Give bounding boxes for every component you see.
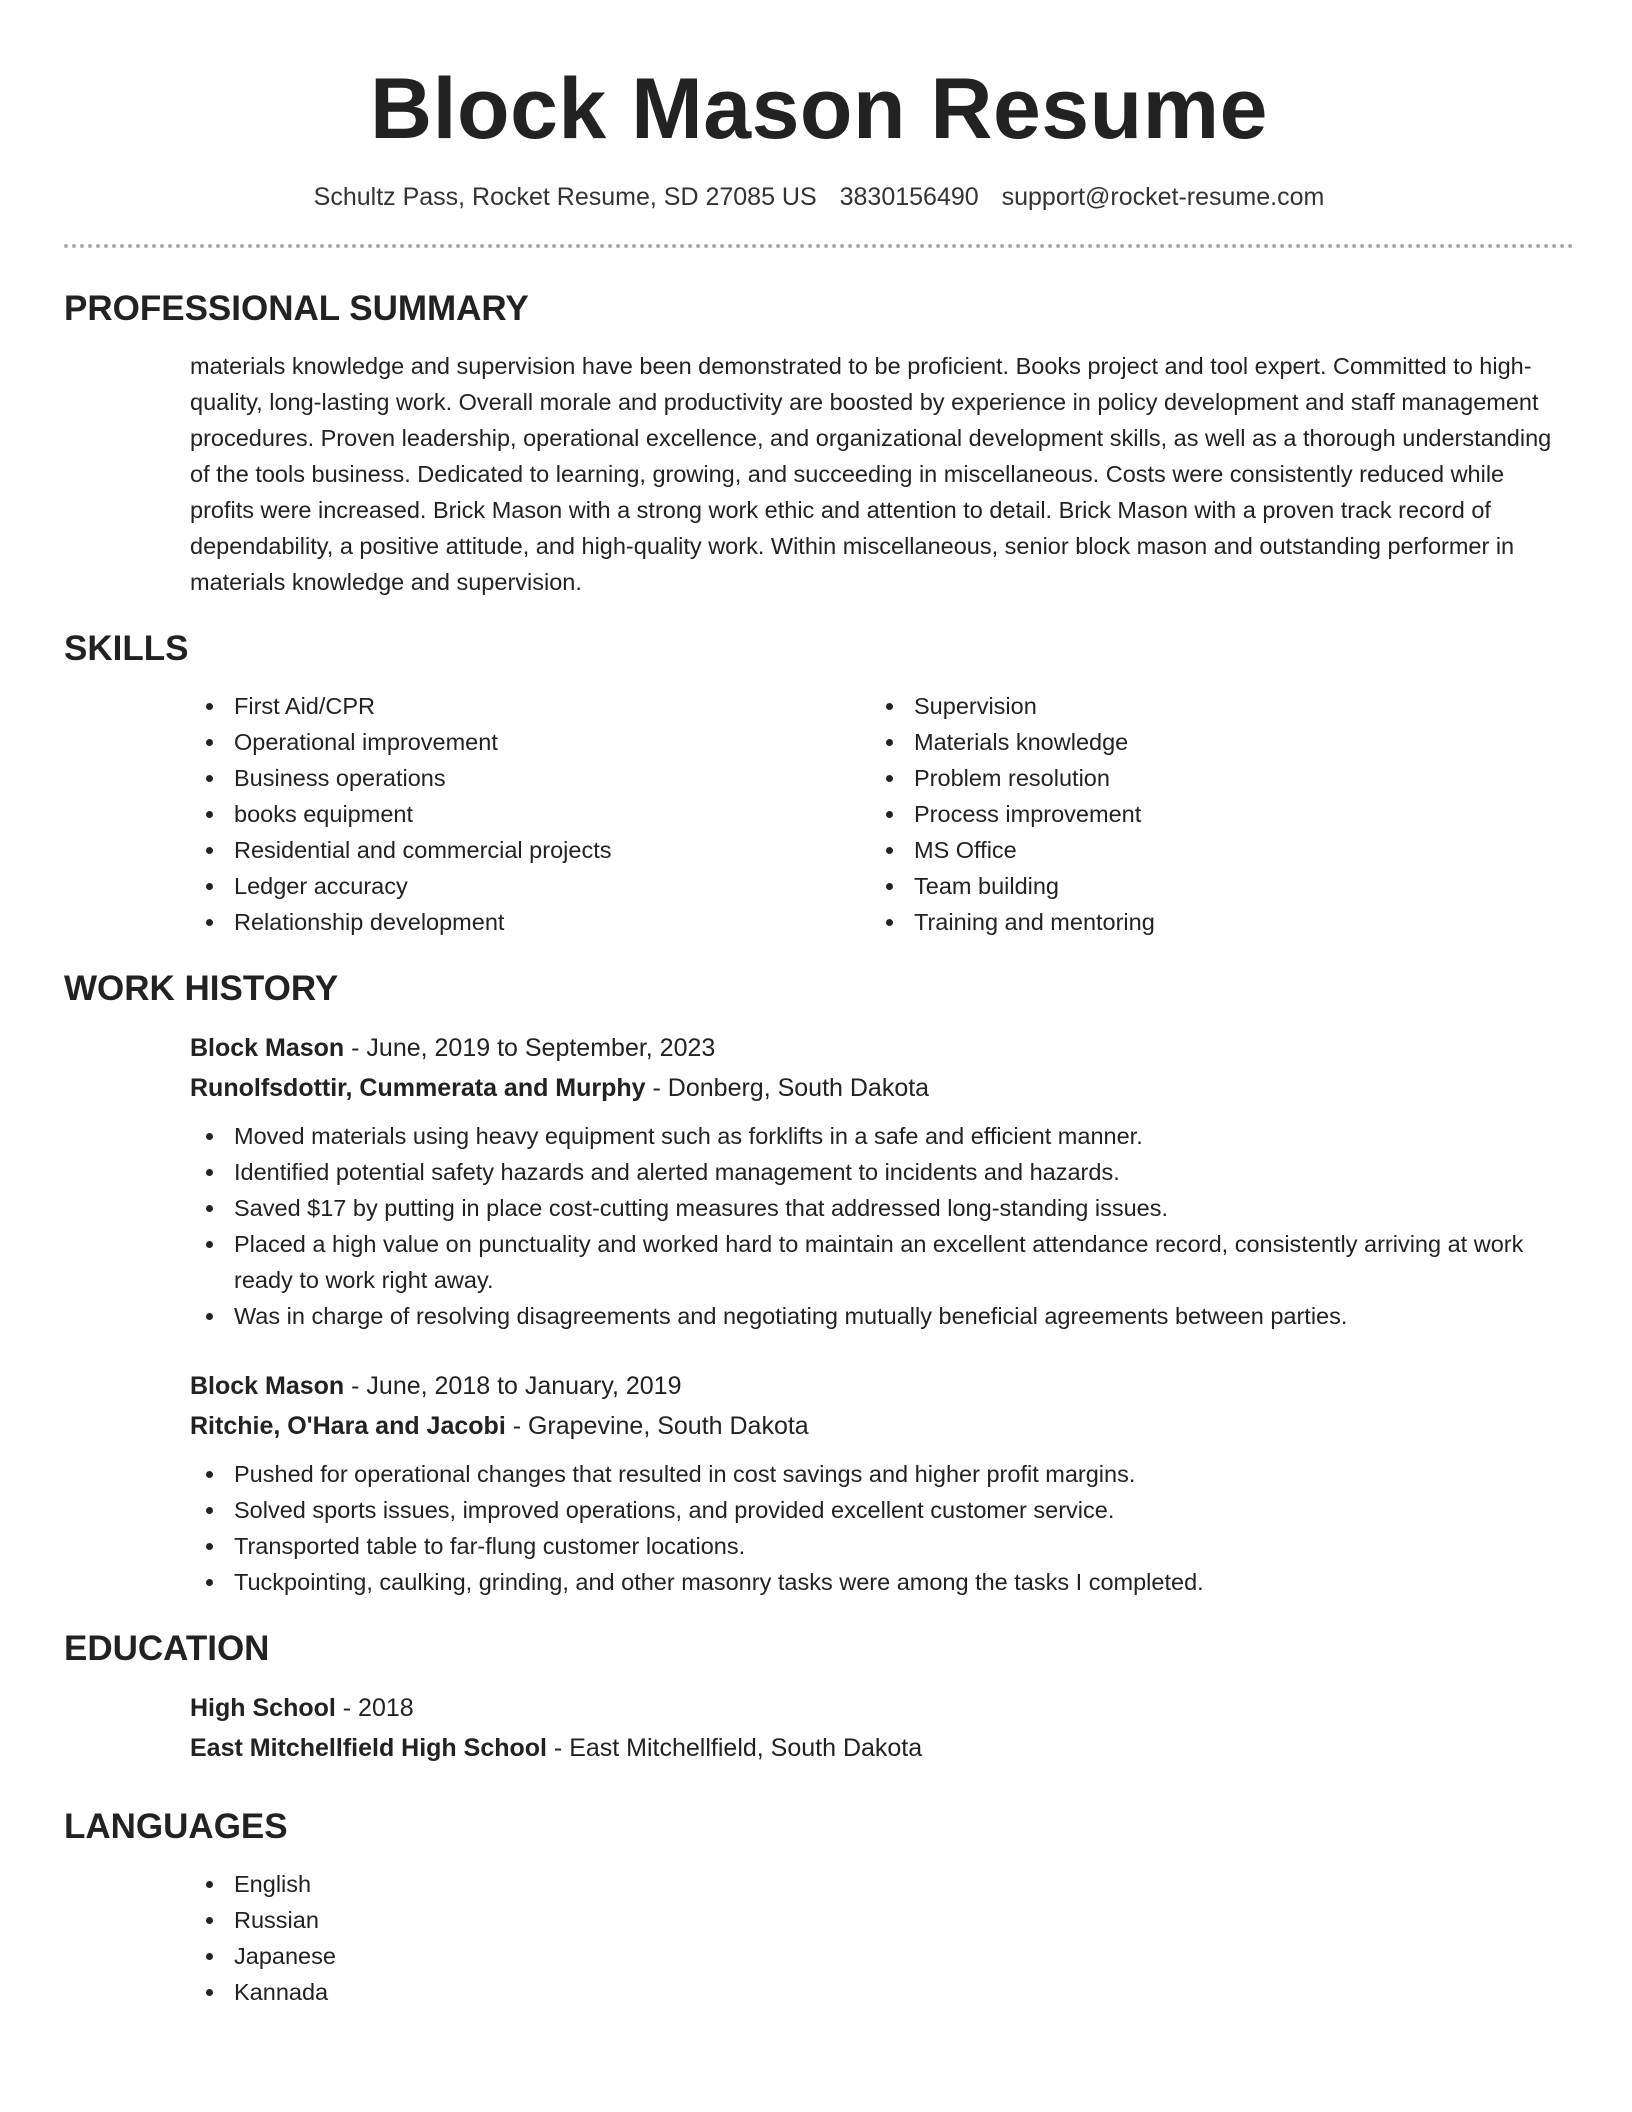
education-degree: High School — [190, 1693, 336, 1722]
job-role: Block Mason — [190, 1371, 345, 1400]
job-location: - Grapevine, South Dakota — [505, 1411, 809, 1440]
skill-item: books equipment — [190, 796, 870, 832]
job-bullet: Was in charge of resolving disagreements and negotiating mutually beneficial agreements between parties. — [190, 1298, 1574, 1334]
skill-item: Process improvement — [870, 796, 1550, 832]
header-divider — [64, 244, 1574, 248]
skill-item: Ledger accuracy — [190, 868, 870, 904]
job-role-line — [190, 1366, 1574, 1406]
job-bullet: Solved sports issues, improved operations, and provided excellent customer service. — [190, 1492, 1574, 1528]
skill-item: Operational improvement — [190, 724, 870, 760]
job-dates: - June, 2018 to January, 2019 — [344, 1371, 682, 1400]
skills-list-right — [870, 688, 1550, 940]
job-role: Block Mason — [190, 1033, 345, 1062]
job-bullet: Placed a high value on punctuality and worked hard to maintain an excellent attendance record, consistently arriving at work ready to work right away. — [190, 1226, 1574, 1298]
job-company-line — [190, 1406, 1574, 1446]
contact-info — [64, 181, 1574, 214]
job-bullet: Tuckpointing, caulking, grinding, and other masonry tasks were among the tasks I completed. — [190, 1564, 1574, 1600]
job-company-line — [190, 1068, 1574, 1108]
job-location: - Donberg, South Dakota — [645, 1073, 930, 1102]
section-title-education: EDUCATION — [64, 1628, 270, 1668]
skill-item: Relationship development — [190, 904, 870, 940]
languages-section — [190, 1866, 1574, 2010]
job-bullets — [190, 1118, 1574, 1334]
section-title-skills: SKILLS — [64, 628, 189, 668]
section-title-languages: LANGUAGES — [64, 1806, 288, 1846]
job-company: Ritchie, O'Hara and Jacobi — [190, 1411, 506, 1440]
resume-page — [64, 0, 1574, 2010]
education-entry — [190, 1688, 1574, 1768]
education-degree-line — [190, 1688, 1574, 1728]
education-school-line — [190, 1728, 1574, 1768]
job-bullet: Identified potential safety hazards and alerted management to incidents and hazards. — [190, 1154, 1574, 1190]
skill-item: Supervision — [870, 688, 1550, 724]
resume-title: Block Mason Resume — [370, 61, 1268, 157]
contact-phone: 3830156490 — [839, 183, 979, 212]
job-bullet: Transported table to far-flung customer locations. — [190, 1528, 1574, 1564]
contact-email: support@rocket-resume.com — [1001, 183, 1325, 212]
summary-text: materials knowledge and supervision have been demonstrated to be proficient. Books project and tool expert. Committed to high-quality, long-lasting work. Overall morale and productivity are boosted by experience in policy development and staff management procedures. Proven leadership, operational excellence, and organizational development skills, as well as a thorough understanding of the tools business. Dedicated to learning, growing, and succeeding in miscellaneous. Costs were consistently reduced while profits were increased. Brick Mason with a strong work ethic and attention to detail. Brick Mason with a proven track record of dependability, a positive attitude, and high-quality work. Within miscellaneous, senior block mason and outstanding performer in materials knowledge and supervision. — [190, 352, 1552, 595]
skill-item: Training and mentoring — [870, 904, 1550, 940]
language-item: Russian — [190, 1902, 1574, 1938]
job-dates: - June, 2019 to September, 2023 — [344, 1033, 716, 1062]
language-item: English — [190, 1866, 1574, 1902]
skill-item: Residential and commercial projects — [190, 832, 870, 868]
job-bullets — [190, 1456, 1574, 1600]
job-bullet: Moved materials using heavy equipment such as forklifts in a safe and efficient manner. — [190, 1118, 1574, 1154]
skill-item: Materials knowledge — [870, 724, 1550, 760]
skill-item: Business operations — [190, 760, 870, 796]
skills-list-left — [190, 688, 870, 940]
language-item: Japanese — [190, 1938, 1574, 1974]
education-location: - East Mitchellfield, South Dakota — [546, 1733, 923, 1762]
skill-item: Team building — [870, 868, 1550, 904]
education-year: - 2018 — [335, 1693, 414, 1722]
languages-list — [190, 1866, 1574, 2010]
job-bullet: Saved $17 by putting in place cost-cutting measures that addressed long-standing issues. — [190, 1190, 1574, 1226]
summary-section — [190, 348, 1574, 600]
education-school: East Mitchellfield High School — [190, 1733, 547, 1762]
skill-item: Problem resolution — [870, 760, 1550, 796]
section-title-summary: PROFESSIONAL SUMMARY — [64, 288, 529, 328]
contact-address: Schultz Pass, Rocket Resume, SD 27085 US — [313, 183, 817, 212]
skills-grid — [190, 688, 1574, 940]
job-role-line — [190, 1028, 1574, 1068]
job-company: Runolfsdottir, Cummerata and Murphy — [190, 1073, 646, 1102]
job-entry — [190, 1028, 1574, 1334]
language-item: Kannada — [190, 1974, 1574, 2010]
job-entry — [190, 1366, 1574, 1600]
job-bullet: Pushed for operational changes that resulted in cost savings and higher profit margins. — [190, 1456, 1574, 1492]
skill-item: First Aid/CPR — [190, 688, 870, 724]
section-title-work: WORK HISTORY — [64, 968, 339, 1008]
skill-item: MS Office — [870, 832, 1550, 868]
